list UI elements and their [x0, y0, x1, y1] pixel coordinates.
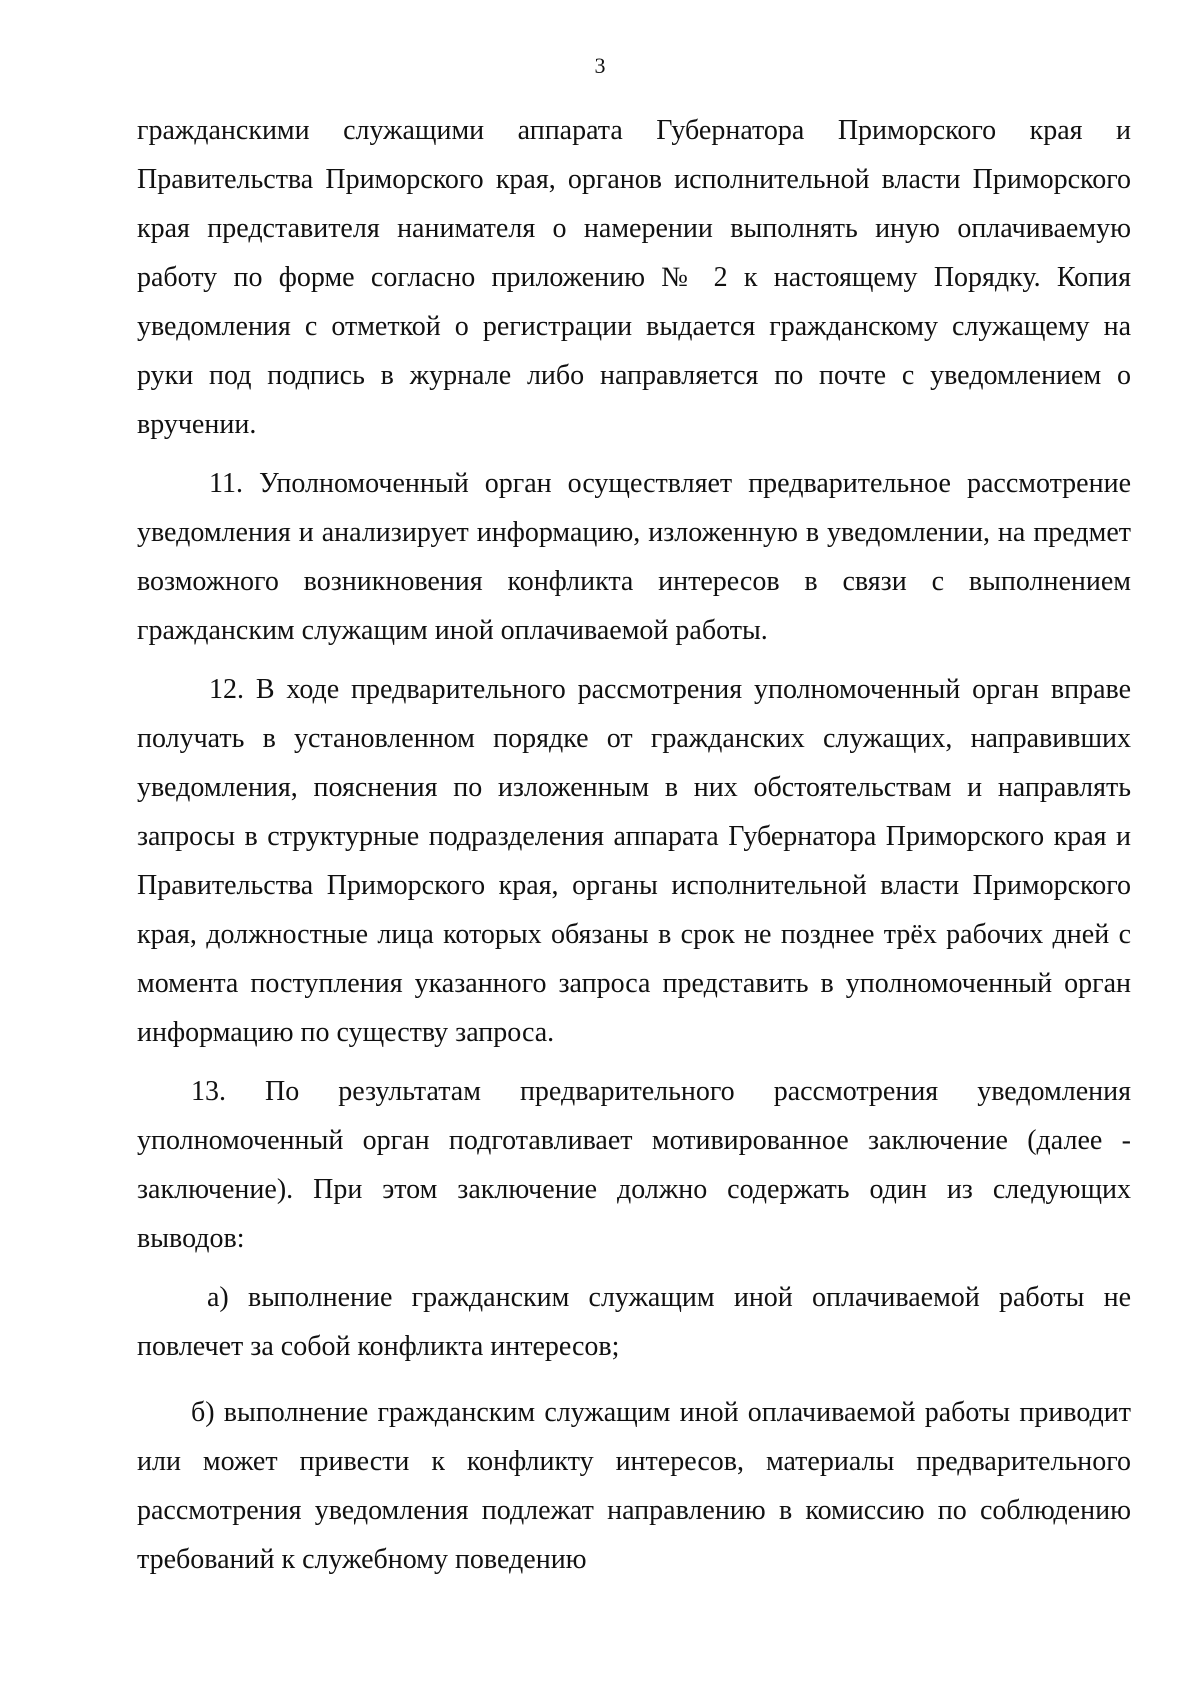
document-body — [137, 106, 1131, 1584]
page-number: 3 — [594, 53, 606, 78]
paragraph-12: 12. В ходе предварительного рассмотрения уполномоченный орган вправе получать в установленном порядке от гражданских служащих, направивших уведомления, пояснения по изложенным в них обстоятельствам и направлять запросы в структурные подразделения аппарата Губернатора Приморского края и Правительства Приморского края, органы исполнительной власти Приморского края, должностные лица которых обязаны в срок не позднее трёх рабочих дней с момента поступления указанного запроса представить в уполномоченный орган информацию по существу запроса. — [137, 674, 1131, 1048]
paragraph-13: 13. По результатам предварительного рассмотрения уведомления уполномоченный орган подготавливает мотивированное заключение (далее - заключение). При этом заключение должно содержать один из следующих выводов: — [137, 1076, 1131, 1254]
paragraph-13-item-a: а) выполнение гражданским служащим иной оплачиваемой работы не повлечет за собой конфликта интересов; — [137, 1282, 1131, 1362]
paragraph-11: 11. Уполномоченный орган осуществляет предварительное рассмотрение уведомления и анализирует информацию, изложенную в уведомлении, на предмет возможного возникновения конфликта интересов в связи с выполнением гражданским служащим иной оплачиваемой работы. — [137, 468, 1131, 646]
paragraph-10-continuation: гражданскими служащими аппарата Губернатора Приморского края и Правительства Приморского края, органов исполнительной власти Приморского края представителя нанимателя о намерении выполнять иную оплачиваемую работу по форме согласно приложению № 2 к настоящему Порядку. Копия уведомления с отметкой о регистрации выдается гражданскому служащему на руки под подпись в журнале либо направляется по почте с уведомлением о вручении. — [137, 115, 1131, 440]
paragraph-13-item-b: б) выполнение гражданским служащим иной оплачиваемой работы приводит или может привести к конфликту интересов, материалы предварительного рассмотрения уведомления подлежат направлению в комиссию по соблюдению требований к служебному поведению — [137, 1397, 1131, 1575]
